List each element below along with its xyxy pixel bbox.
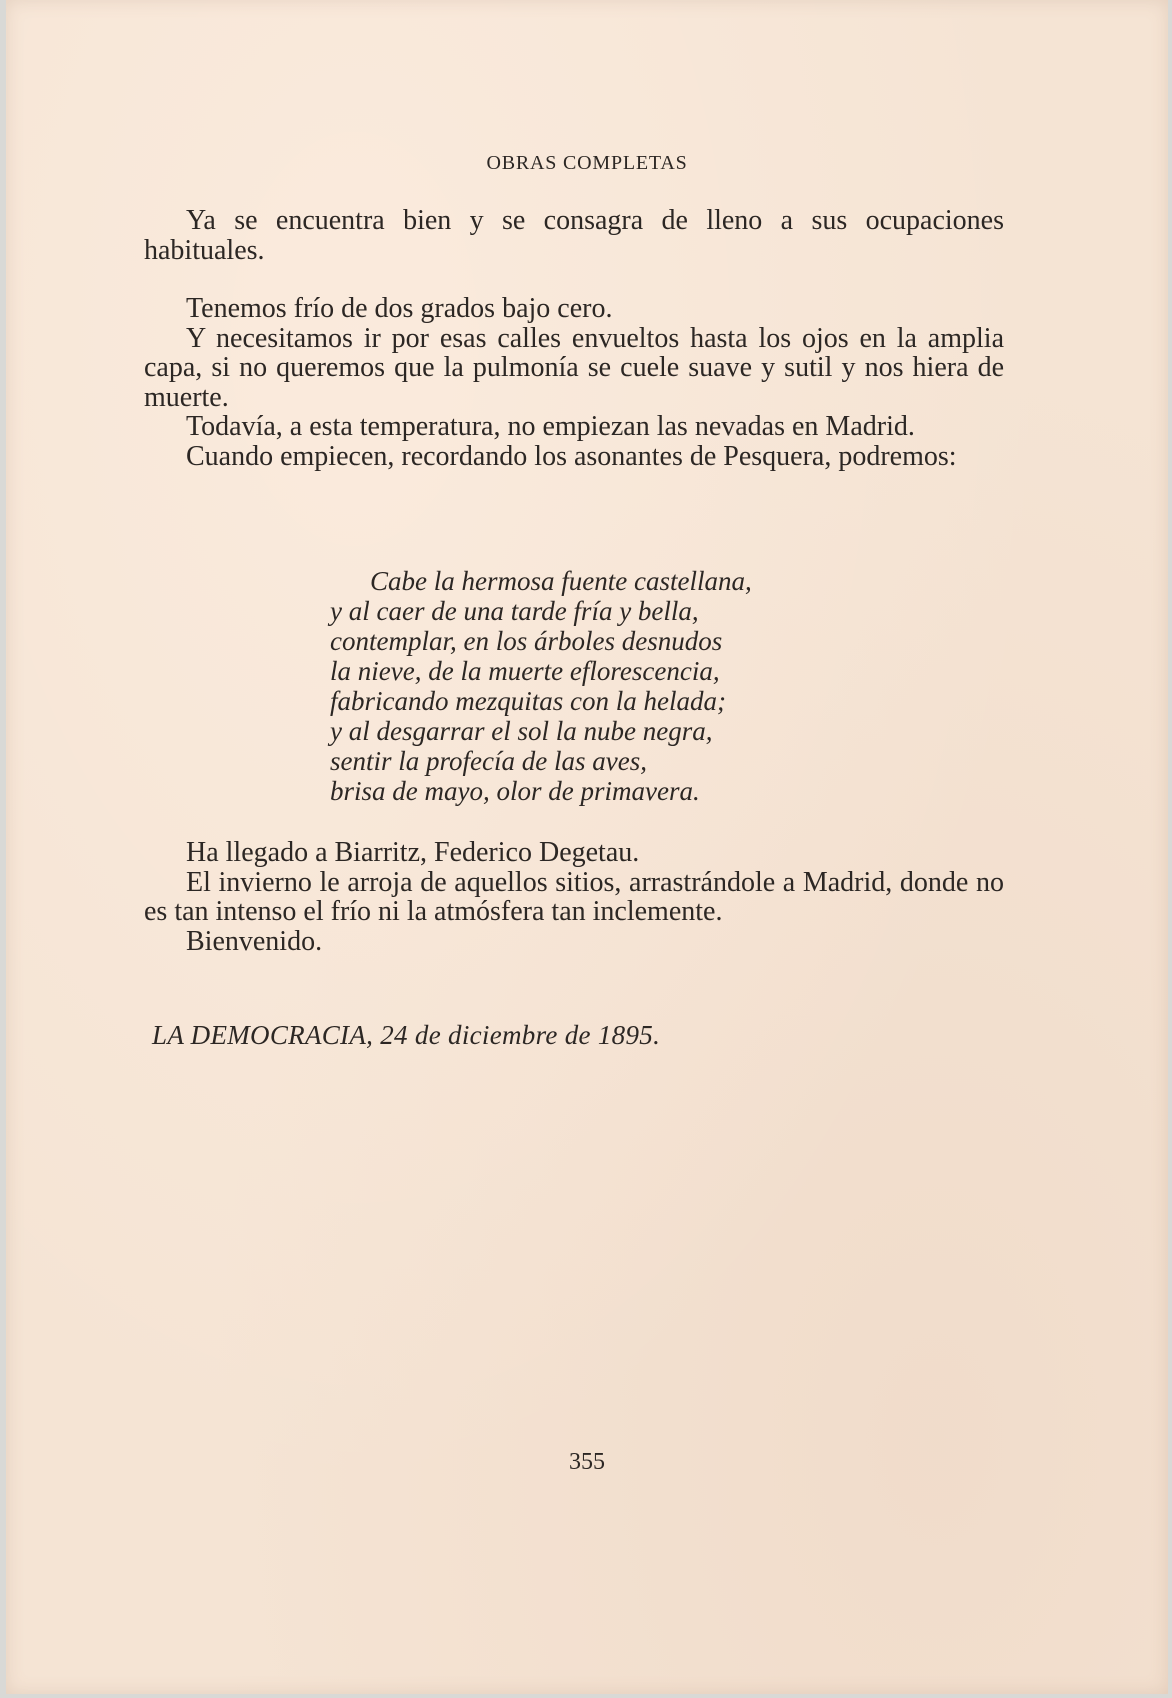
- paragraph-cold: Tenemos frío de dos grados bajo cero.: [186, 293, 613, 324]
- paragraph-degetau: Ha llegado a Biarritz, Federico Degetau.: [186, 837, 640, 868]
- poem-line: sentir la profecía de las aves,: [330, 746, 647, 776]
- poem-line: Cabe la hermosa fuente castellana,: [370, 566, 752, 596]
- poem-line: y al caer de una tarde fría y bella,: [330, 596, 699, 626]
- text-block-after-poem: [144, 838, 1004, 956]
- paragraph-welcome: Bienvenido.: [186, 925, 323, 957]
- paragraph-winter: El invierno le arroja de aquellos sitios, arrastrándole a Madrid, donde no es tan intenso el frío ni la atmósfera tan inclemente.: [144, 866, 1004, 927]
- paragraph-pesquera: Cuando empiecen, recordando los asonantes de Pesquera, podremos:: [186, 440, 957, 472]
- paragraph-snowfall: Todavía, a esta temperatura, no empiezan las nevadas en Madrid.: [186, 411, 915, 442]
- paragraph-cape: Y necesitamos ir por esas calles envueltos hasta los ojos en la amplia capa, si no queremos que la pulmonía se cuele suave y sutil y nos hiera de muerte.: [144, 322, 1004, 413]
- paragraph-recovery: Ya se encuentra bien y se consagra de lleno a sus ocupaciones habituales.: [144, 205, 1004, 266]
- poem-quotation: [330, 566, 752, 806]
- poem-line: la nieve, de la muerte eflorescencia,: [330, 656, 720, 686]
- poem-line: y al desgarrar el sol la nube negra,: [330, 716, 713, 746]
- book-page: [6, 0, 1168, 1694]
- poem-line: brisa de mayo, olor de primavera.: [330, 776, 700, 806]
- page-number: 355: [569, 1449, 605, 1475]
- source-citation: LA DEMOCRACIA, 24 de diciembre de 1895.: [152, 1020, 661, 1050]
- poem-line: contemplar, en los árboles desnudos: [330, 626, 723, 656]
- text-block-before-poem: [144, 206, 1004, 471]
- poem-line: fabricando mezquitas con la helada;: [330, 686, 726, 716]
- running-head: OBRAS COMPLETAS: [486, 152, 688, 174]
